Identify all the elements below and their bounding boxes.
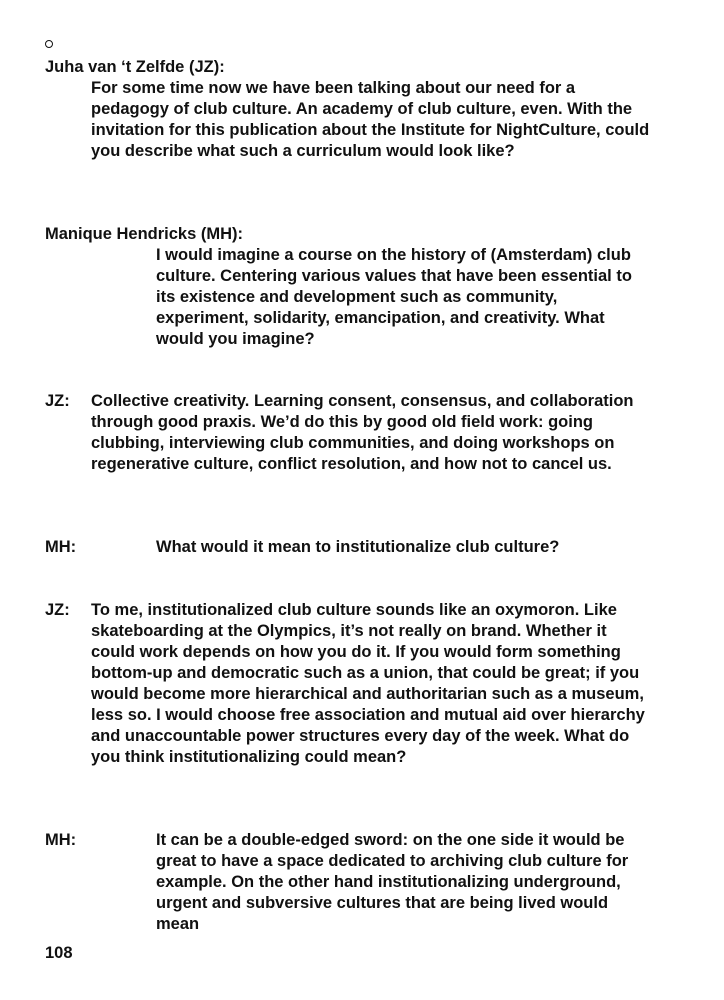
- speaker-label: JZ:: [45, 601, 70, 619]
- speaker-label: JZ:: [45, 392, 70, 410]
- turn-text: What would it mean to institutionalize club culture?: [156, 538, 560, 556]
- answer-text: I would imagine a course on the history of (Amsterdam) club culture. Centering various values that have been essential to its existence and development such as community, experiment, solidarity, emancipation, and creativity. What would you imagine?: [156, 246, 632, 348]
- intro-block: [45, 57, 685, 162]
- speaker-label: MH:: [45, 831, 77, 849]
- speaker-label: Juha van ‘t Zelfde (JZ):: [45, 58, 225, 76]
- turn-text: Collective creativity. Learning consent, consensus, and collaboration through good praxis. We’d do this by good old field work: going clubbing, interviewing club communities, and doing workshops on regenerative culture, conflict resolution, and how not to cancel us.: [91, 392, 634, 473]
- question-text: For some time now we have been talking about our need for a pedagogy of club culture. An academy of club culture, even. With the invitation for this publication about the Institute for NightCulture, could you describe what such a curriculum would look like?: [91, 79, 650, 160]
- page-number: 108: [45, 944, 73, 962]
- dialogue-turn: [45, 537, 685, 558]
- reply-block: [45, 224, 685, 350]
- speaker-label: MH:: [45, 538, 77, 556]
- dialogue-turn: [45, 600, 685, 768]
- turn-text: To me, institutionalized club culture sounds like an oxymoron. Like skateboarding at the Olympics, it’s not really on brand. Whether it could work depends on how you do it. If you would form something bottom-up and democratic such as a union, that could be great; if you would become more hierarchical and authoritarian such as a museum, less so. I would choose free association and mutual aid over hierarchy and unaccountable power structures every day of the week. What do you think institutionalizing could mean?: [91, 601, 645, 766]
- dialogue-turn: [45, 391, 685, 475]
- dialogue-turn: [45, 830, 685, 935]
- speaker-label: Manique Hendricks (MH):: [45, 225, 244, 243]
- bullet-icon: [45, 40, 53, 48]
- turn-text: It can be a double-edged sword: on the one side it would be great to have a space dedicated to archiving club culture for example. On the other hand institutionalizing underground, urgent and subversive cultures that are being lived would mean: [156, 831, 629, 933]
